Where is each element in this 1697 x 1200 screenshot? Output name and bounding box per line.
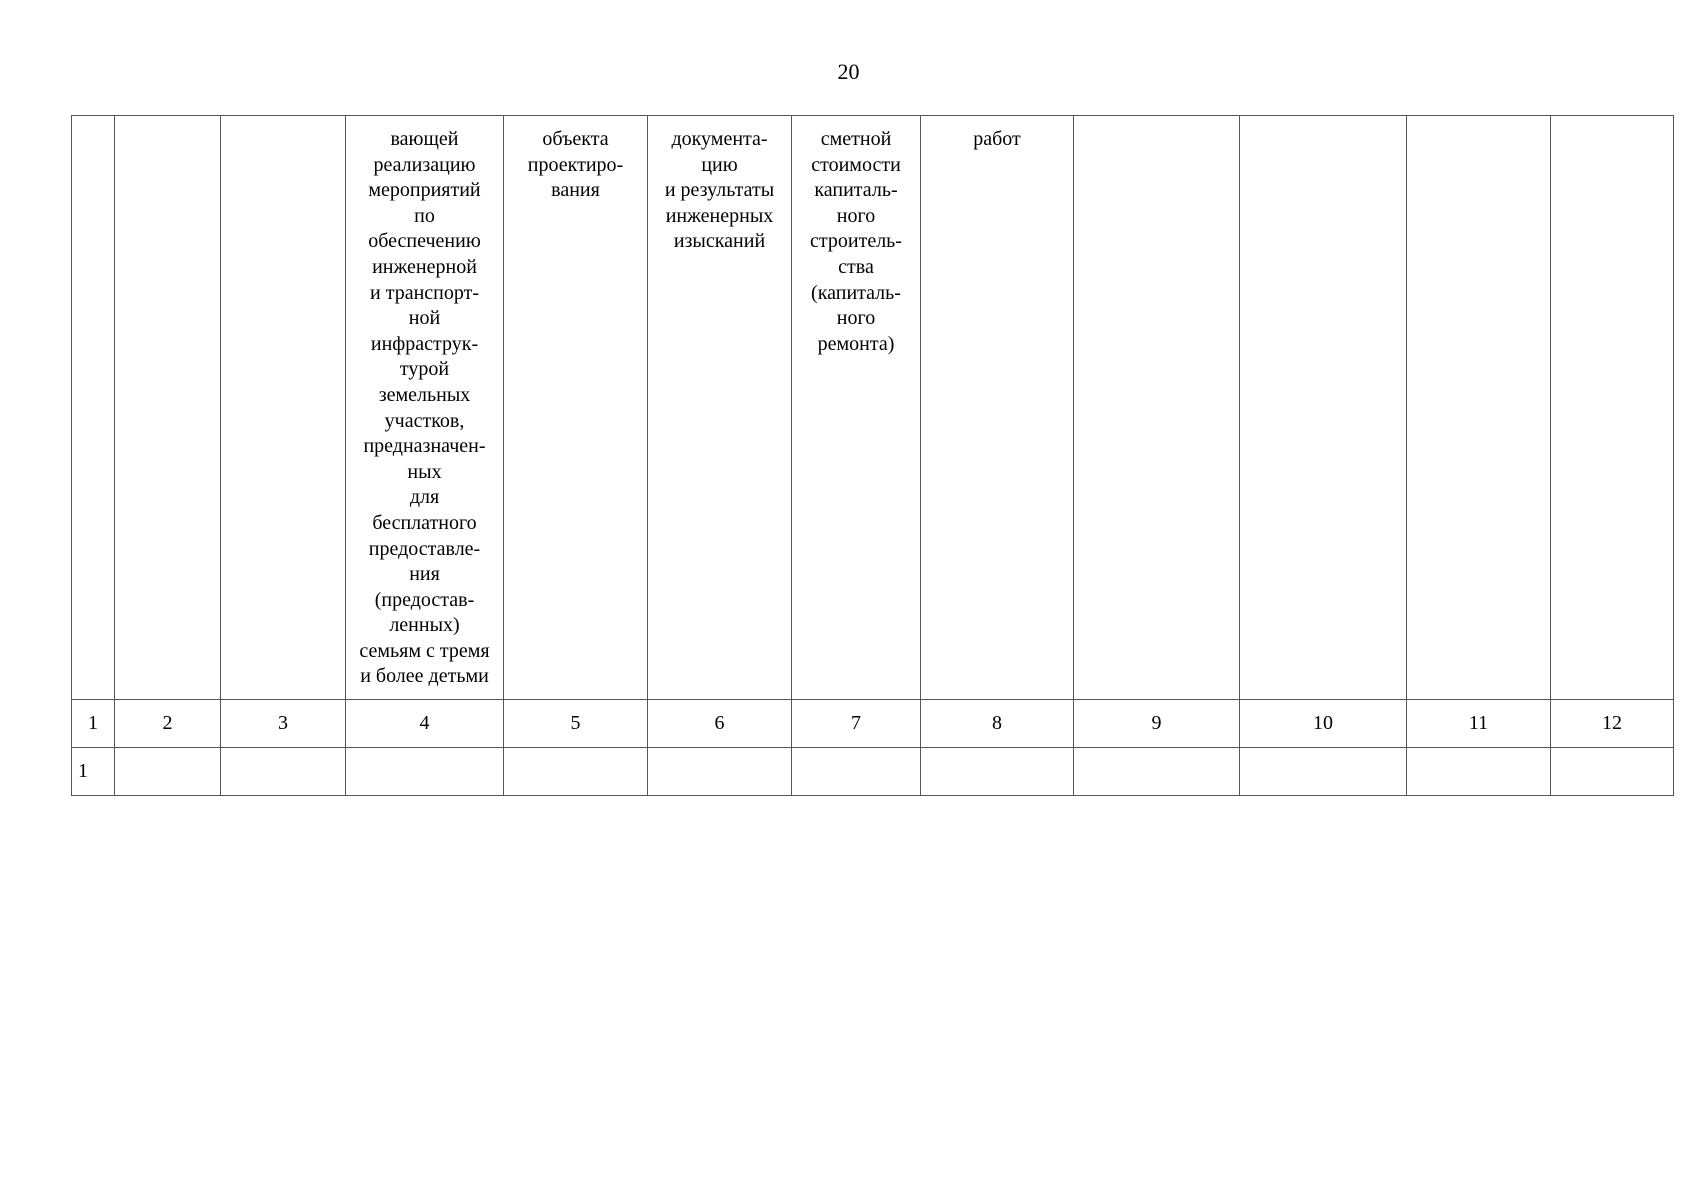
header-cell-line: участков, xyxy=(384,409,465,432)
table-cell xyxy=(504,748,648,796)
header-cell-line: обеспечению xyxy=(368,230,481,253)
header-cell-line: и результаты xyxy=(664,179,775,202)
header-cell xyxy=(1407,116,1551,700)
page-number: 20 xyxy=(837,59,860,84)
header-cell-line: вания xyxy=(551,179,600,202)
header-cell-line: семьям с тремя xyxy=(359,639,490,662)
header-cell-line: документа- xyxy=(671,128,768,150)
header-cell-line: инженерных xyxy=(665,204,774,227)
header-cell-line: земельных xyxy=(378,383,471,406)
column-number-cell: 2 xyxy=(115,700,221,748)
header-cell xyxy=(221,116,346,700)
header-cell-line: и транспорт- xyxy=(370,281,479,304)
header-cell xyxy=(72,116,115,700)
header-cell-line: для xyxy=(409,486,440,509)
header-cell-line: предназначен- xyxy=(363,435,486,458)
header-cell-line: ния xyxy=(409,563,440,586)
header-cell-line: ленных) xyxy=(389,614,460,637)
table-cell xyxy=(115,748,221,796)
table-body xyxy=(72,748,1674,796)
column-number-cell: 7 xyxy=(792,700,921,748)
header-cell xyxy=(792,116,921,700)
column-number-cell: 9 xyxy=(1074,700,1240,748)
header-cell-line: инженерной xyxy=(372,255,477,278)
header-cell-line: стоимости xyxy=(811,153,901,176)
header-cell xyxy=(504,116,648,700)
header-cell xyxy=(1240,116,1407,700)
column-number-cell: 12 xyxy=(1551,700,1674,748)
header-cell-line: предоставле- xyxy=(368,537,481,560)
header-cell-line: цию xyxy=(701,153,738,176)
table-header-row xyxy=(72,116,1674,700)
table-cell xyxy=(1551,748,1674,796)
table-cell xyxy=(921,748,1074,796)
header-cell-line: работ xyxy=(973,128,1021,150)
header-cell xyxy=(1551,116,1674,700)
column-number-cell: 6 xyxy=(648,700,792,748)
header-cell-line: объекта xyxy=(542,128,609,150)
document-table xyxy=(71,115,1674,796)
header-cell xyxy=(648,116,792,700)
header-cell-line: по xyxy=(414,204,435,227)
header-cell-line: мероприятий xyxy=(368,179,481,202)
column-number-cell: 4 xyxy=(346,700,504,748)
header-cell xyxy=(115,116,221,700)
column-number-cell: 10 xyxy=(1240,700,1407,748)
header-cell-line: изысканий xyxy=(673,230,766,253)
header-cell-line: вающей xyxy=(390,128,459,150)
header-cell-line: ства xyxy=(838,255,874,278)
header-cell-line: капиталь- xyxy=(814,179,898,202)
table-cell xyxy=(346,748,504,796)
table-cell: 1 xyxy=(72,748,115,796)
column-number-cell: 11 xyxy=(1407,700,1551,748)
header-cell-line: ного xyxy=(836,204,876,227)
column-number-cell: 3 xyxy=(221,700,346,748)
column-number-cell: 8 xyxy=(921,700,1074,748)
header-cell-line: ремонта) xyxy=(817,332,895,355)
column-number-row xyxy=(72,700,1674,748)
header-cell-line: бесплатного xyxy=(372,511,477,534)
header-cell-line: (предостав- xyxy=(374,588,475,611)
header-cell-line: турой xyxy=(399,358,450,381)
header-cell-line: и более детьми xyxy=(360,665,489,688)
header-cell-line: (капиталь- xyxy=(811,281,901,304)
table-cell xyxy=(1240,748,1407,796)
header-cell-line: строитель- xyxy=(810,230,902,253)
header-cell xyxy=(921,116,1074,700)
table-cell xyxy=(792,748,921,796)
table-row xyxy=(72,748,1674,796)
header-cell-line: ного xyxy=(836,307,876,330)
header-cell xyxy=(346,116,504,700)
header-cell-line: проектиро- xyxy=(527,153,624,176)
table-cell xyxy=(1407,748,1551,796)
header-cell-line: ных xyxy=(407,460,442,483)
header-cell xyxy=(1074,116,1240,700)
table-cell xyxy=(648,748,792,796)
column-number-cell: 5 xyxy=(504,700,648,748)
header-cell-line: реализацию xyxy=(373,153,476,176)
column-number-cell: 1 xyxy=(72,700,115,748)
header-cell-line: ной xyxy=(408,307,441,330)
table-cell xyxy=(1074,748,1240,796)
table-cell xyxy=(221,748,346,796)
header-cell-line: инфраструк- xyxy=(370,332,479,355)
header-cell-line: сметной xyxy=(820,128,892,150)
